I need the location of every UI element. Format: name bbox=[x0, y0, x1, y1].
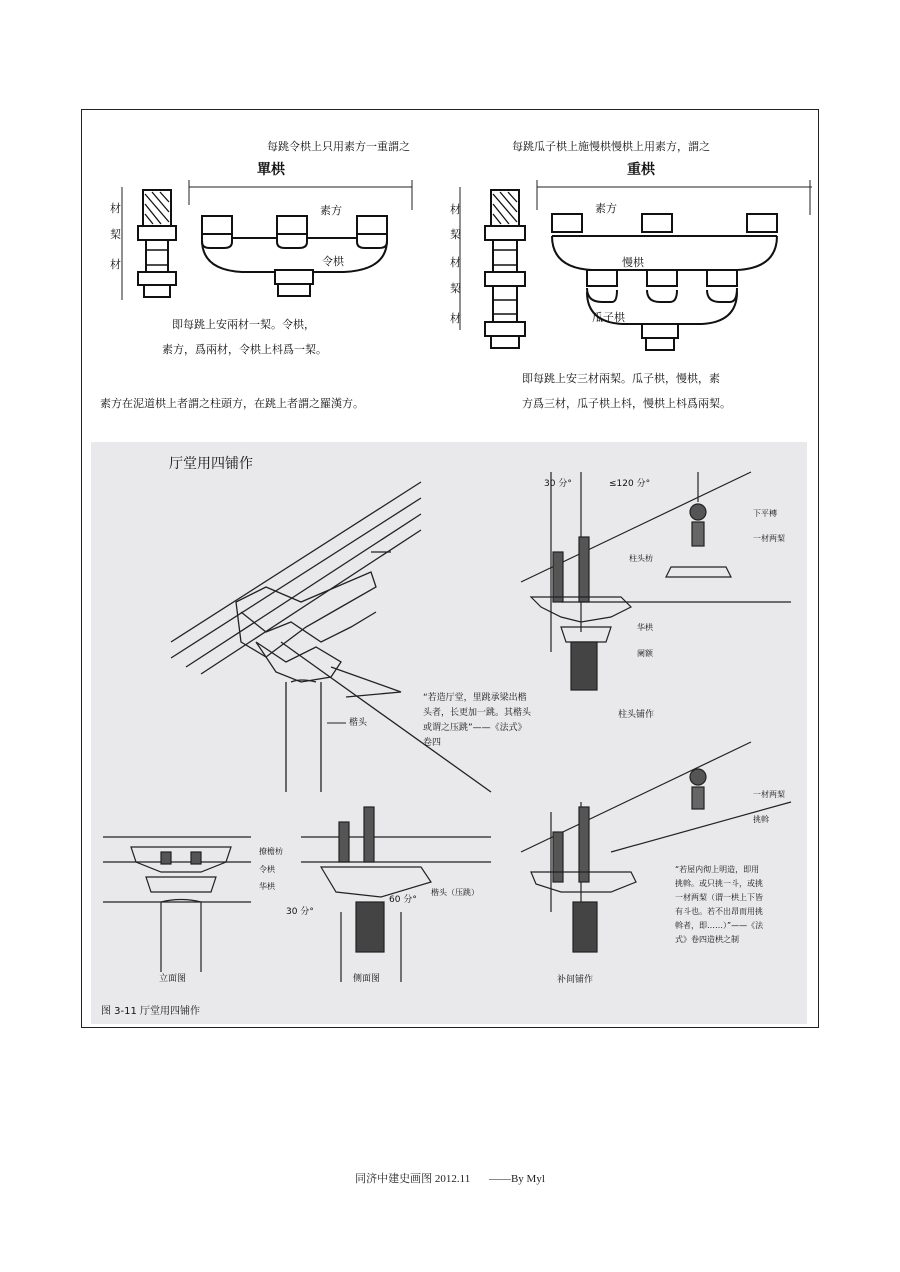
label-yicailiangqi: 一材两栔 bbox=[753, 534, 785, 543]
label-cai-right-1: 材 bbox=[450, 203, 461, 216]
footer-left: 同济中建史画图 2012.11 bbox=[355, 1173, 471, 1185]
label-cai-right-2: 材 bbox=[450, 256, 461, 269]
dan-gong-note-2: 素方，爲兩材，令栱上枓爲一栔。 bbox=[162, 343, 327, 356]
figure-caption: 图 3-11 厅堂用四铺作 bbox=[101, 1006, 201, 1017]
chong-gong-note-1: 即每跳上安三材兩栔。瓜子栱，慢栱，素 bbox=[522, 372, 720, 385]
dan-gong-note-1: 即每跳上安兩材一栔。令栱， bbox=[172, 318, 315, 331]
label-zhutoufang: 柱头枋 bbox=[629, 554, 653, 563]
page-footer bbox=[0, 1170, 900, 1186]
su-fang-bottom-note: 素方在泥道栱上者謂之柱頭方，在跳上者謂之羅漢方。 bbox=[100, 397, 364, 410]
quote1-line4: 卷四 bbox=[423, 738, 442, 748]
footer-right: ——By Myl bbox=[488, 1173, 545, 1185]
chong-gong-note-2: 方爲三材，瓜子栱上枓，慢栱上枓爲兩栔。 bbox=[522, 397, 731, 410]
dan-gong-title: 單栱 bbox=[257, 162, 285, 178]
quote2-line6: 式》卷四造栱之制 bbox=[675, 935, 739, 944]
label-xiapingtuan: 下平槫 bbox=[753, 509, 777, 518]
elevation-drawing bbox=[103, 837, 251, 972]
label-qi-right-2: 栔 bbox=[450, 282, 461, 295]
quote2-line5: 斡者，即……）”——《法 bbox=[675, 921, 764, 930]
dim-60: 60 分° bbox=[389, 895, 417, 905]
label-tatou-yatiao: 楷头（压跳） bbox=[431, 888, 479, 897]
label-landeng: 阑额 bbox=[637, 649, 653, 658]
photo-title: 厅堂用四铺作 bbox=[169, 456, 253, 472]
label-huagong-2: 华栱 bbox=[259, 882, 275, 891]
zhutou-puzuo-drawing bbox=[521, 472, 791, 690]
dan-gong-diagram bbox=[110, 139, 412, 356]
dim-30-side: 30 分° bbox=[286, 907, 314, 917]
quote1-line3: 或谓之压跳”——《法式》 bbox=[423, 723, 527, 733]
label-liaoyanfang: 撩檐枋 bbox=[259, 847, 283, 856]
quote2-line4: 有斗也。若不出昂而用挑 bbox=[675, 907, 763, 916]
figure-3-11-photo bbox=[91, 442, 807, 1024]
caption-cemian: 侧面图 bbox=[353, 974, 381, 984]
quote2-line1: “若屋内彻上明造，即用 bbox=[675, 865, 760, 874]
caption-limian: 立面图 bbox=[159, 974, 187, 984]
quote1-line2: 头者，长更加一跳。其楷头 bbox=[423, 708, 532, 718]
label-huagong: 华栱 bbox=[637, 623, 653, 632]
perspective-bracket-drawing bbox=[171, 482, 491, 792]
label-linggong: 令栱 bbox=[259, 865, 275, 874]
label-cai-right-3: 材 bbox=[450, 312, 461, 325]
quote2-line2: 挑斡。或只挑一斗，或挑 bbox=[675, 879, 763, 888]
label-cai-left-2: 材 bbox=[110, 258, 121, 271]
chong-gong-heading: 每跳瓜子栱上施慢栱慢栱上用素方，謂之 bbox=[512, 140, 710, 153]
dan-gong-heading: 每跳令栱上只用素方一重謂之 bbox=[267, 140, 410, 153]
label-qi-left: 栔 bbox=[110, 228, 121, 241]
label-qi-right-1: 栔 bbox=[450, 228, 461, 241]
label-gua-zi-gong: 瓜子栱 bbox=[592, 311, 625, 324]
gong-comparison-diagram bbox=[82, 110, 818, 440]
label-tatou: 楷头 bbox=[349, 718, 368, 728]
label-tiaowo: 挑斡 bbox=[753, 815, 769, 824]
chong-gong-title: 重栱 bbox=[627, 162, 655, 178]
label-cai-left-1: 材 bbox=[110, 202, 121, 215]
label-su-fang-right: 素方 bbox=[595, 202, 617, 215]
chong-gong-diagram bbox=[450, 139, 812, 410]
label-yicailiangqi-2: 一材两栔 bbox=[753, 790, 785, 799]
quote2-line3: 一材两栔（谓一栱上下皆 bbox=[675, 893, 763, 902]
caption-zhutou: 柱头铺作 bbox=[618, 710, 655, 720]
label-su-fang-left: 素方 bbox=[320, 204, 342, 217]
dim-30: 30 分° bbox=[544, 479, 572, 489]
label-ling-gong: 令栱 bbox=[322, 255, 344, 268]
caption-bujian: 补间铺作 bbox=[557, 975, 594, 985]
quote1-line1: “若造厅堂，里跳承梁出楷 bbox=[423, 693, 527, 703]
dim-120: ≤120 分° bbox=[609, 479, 651, 489]
label-man-gong: 慢栱 bbox=[622, 256, 644, 269]
document-frame bbox=[81, 109, 819, 1028]
